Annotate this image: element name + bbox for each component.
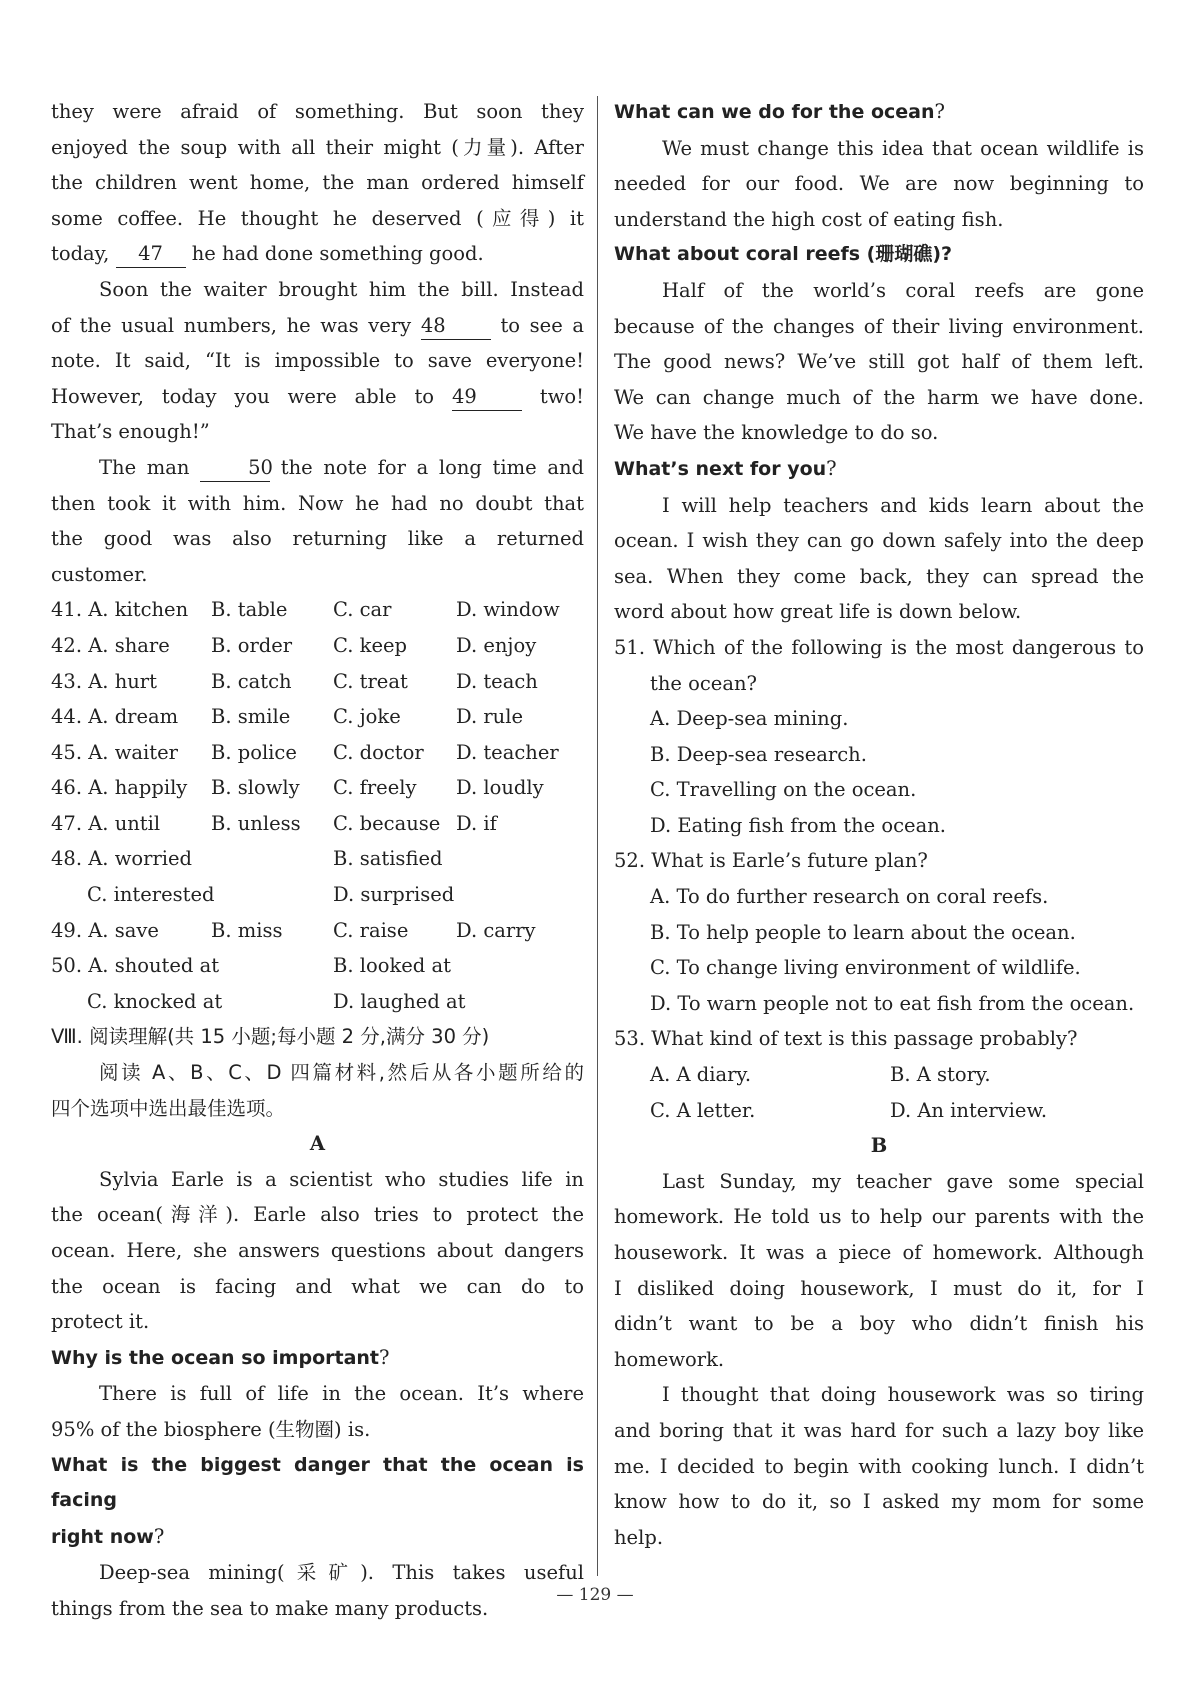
interview-question <box>614 94 1144 131</box>
passage-label-b: B <box>870 1134 888 1158</box>
passage-line: the ocean is facing and what we can do to <box>51 1274 584 1298</box>
column-divider <box>597 96 598 1576</box>
option: D. if <box>456 811 497 835</box>
passage-line: protect it. <box>51 1310 150 1334</box>
passage-line: and boring that it was hard for such a lazy boy like <box>614 1418 1144 1442</box>
option-row-50 <box>51 948 584 984</box>
option-52-b: B. To help people to learn about the ocean. <box>650 920 1076 944</box>
passage-line: needed for our food. We are now beginning to <box>614 172 1144 196</box>
passage-line: ocean. Here, she answers questions about dangers <box>51 1239 584 1262</box>
option-51-b: B. Deep-sea research. <box>650 742 867 766</box>
option: B. satisfied <box>333 847 443 871</box>
blank-48: 48 <box>421 313 491 340</box>
option: 50. A. shouted at <box>51 954 220 978</box>
option-51-a: A. Deep-sea mining. <box>650 707 849 731</box>
option-52-a: A. To do further research on coral reefs. <box>650 885 1049 909</box>
option-row-41 <box>51 592 584 628</box>
passage-line: 95% of the biosphere (生物圈) is. <box>51 1417 371 1441</box>
passage-line: me. I decided to begin with cooking lunch. I didn’t <box>614 1454 1144 1478</box>
option: B. table <box>211 598 288 622</box>
cloze-line: then took it with him. Now he had no doubt that <box>51 491 584 515</box>
passage-line: We can change much of the harm we have done. <box>614 385 1144 409</box>
option: D. carry <box>456 918 536 942</box>
text: However, today you were able to <box>51 384 435 408</box>
passage-line: There is full of life in the ocean. It’s where <box>99 1382 584 1406</box>
option: B. order <box>211 633 293 657</box>
interview-question <box>614 451 1144 488</box>
option: B. unless <box>211 811 301 835</box>
option: D. rule <box>456 705 523 729</box>
option: B. slowly <box>211 776 300 800</box>
passage-line: Last Sunday, my teacher gave some special <box>662 1169 1144 1193</box>
passage-line: We have the knowledge to do so. <box>614 421 939 445</box>
option-row-53 <box>614 1057 1144 1093</box>
heading-text: Why is the ocean so important <box>51 1346 380 1369</box>
cloze-line: customer. <box>51 562 148 586</box>
question-mark: ? <box>379 1345 390 1369</box>
option-row-42 <box>51 628 584 664</box>
option: C. knocked at <box>87 989 223 1013</box>
cloze-line: they were afraid of something. But soon they <box>51 100 584 123</box>
option: C. keep <box>333 633 408 657</box>
option-row-50b <box>51 984 584 1020</box>
interview-question: What about coral reefs (珊瑚礁)? <box>614 243 953 266</box>
interview-question <box>51 1519 584 1556</box>
option-row-43 <box>51 664 584 700</box>
option: 41. A. kitchen <box>51 598 189 622</box>
passage-line: understand the high cost of eating fish. <box>614 207 1004 231</box>
option-52-d: D. To warn people not to eat fish from the ocean. <box>650 991 1135 1015</box>
cloze-line <box>51 450 584 486</box>
passage-line: I thought that doing housework was so tiring <box>662 1383 1144 1407</box>
heading-text: What can we do for the ocean <box>614 101 935 123</box>
option-row-45 <box>51 735 584 771</box>
option: 49. A. save <box>51 918 159 942</box>
interview-question <box>51 1340 584 1377</box>
left-column <box>51 94 584 1627</box>
option-51-d: D. Eating fish from the ocean. <box>650 813 946 837</box>
cloze-line <box>51 308 584 344</box>
option: B. miss <box>211 918 283 942</box>
passage-line: homework. <box>614 1347 725 1371</box>
option: C. doctor <box>333 740 424 764</box>
option-row-47 <box>51 806 584 842</box>
option: D. loudly <box>456 776 544 800</box>
option: 42. A. share <box>51 633 170 657</box>
right-column <box>614 94 1144 1555</box>
cloze-line: note. It said, “It is impossible to save everyone! <box>51 349 584 373</box>
option: D. window <box>456 598 560 622</box>
text: to see a <box>500 313 585 337</box>
blank-49: 49 <box>452 384 522 411</box>
option: D. teacher <box>456 740 559 764</box>
option: B. looked at <box>333 954 451 978</box>
option: C. joke <box>333 705 401 729</box>
passage-line: The good news? We’ve still got half of them left. <box>614 350 1144 374</box>
option: 45. A. waiter <box>51 740 178 764</box>
option-53-c: C. A letter. <box>650 1098 756 1122</box>
passage-line: I will help teachers and kids learn about the <box>662 493 1144 517</box>
question-mark: ? <box>826 456 837 480</box>
option: 44. A. dream <box>51 705 179 729</box>
blank-47: 47 <box>116 241 186 268</box>
passage-line: Sylvia Earle is a scientist who studies life in <box>99 1167 584 1191</box>
passage-line: ocean. I wish they can go down safely into the deep <box>614 529 1144 553</box>
passage-label-a: A <box>309 1132 326 1156</box>
option: C. interested <box>87 883 215 907</box>
text: the note for a long time and <box>280 455 584 479</box>
option-53-b: B. A story. <box>890 1063 991 1087</box>
heading-text: right now <box>51 1525 154 1548</box>
option: C. because <box>333 811 441 835</box>
option-53-a: A. A diary. <box>650 1063 752 1087</box>
option: B. catch <box>211 669 292 693</box>
passage-line: We must change this idea that ocean wildlife is <box>662 136 1144 160</box>
cloze-line: Soon the waiter brought him the bill. Instead <box>99 277 584 301</box>
text: today, <box>51 242 110 266</box>
option-row-48 <box>51 841 584 877</box>
text: he had done something good. <box>191 242 484 266</box>
instructions: 阅读 A、B、C、D 四篇材料,然后从各小题所给的 <box>99 1061 584 1085</box>
passage-line: because of the changes of their living environment. <box>614 314 1144 338</box>
option: C. raise <box>333 918 409 942</box>
option: D. teach <box>456 669 538 693</box>
cloze-options <box>51 592 584 841</box>
passage-line: Half of the world’s coral reefs are gone <box>662 278 1144 302</box>
question-mark: ? <box>153 1524 165 1548</box>
passage-line: Deep-sea mining(采矿). This takes useful <box>99 1561 584 1585</box>
option: D. enjoy <box>456 633 537 657</box>
option: D. laughed at <box>333 989 466 1013</box>
passage-line: help. <box>614 1525 664 1549</box>
heading-text: What’s next for you <box>614 457 827 480</box>
cloze-line <box>51 236 584 272</box>
passage-line: word about how great life is down below. <box>614 600 1022 624</box>
passage-line: homework. He told us to help our parents with the <box>614 1205 1144 1229</box>
option: C. treat <box>333 669 408 693</box>
text: two! <box>539 384 584 408</box>
cloze-line <box>51 379 584 415</box>
option-row-49 <box>51 913 584 949</box>
option-53-d: D. An interview. <box>890 1098 1048 1122</box>
passage-line: the ocean(海洋). Earle also tries to protect the <box>51 1203 584 1227</box>
question-stem-51: the ocean? <box>650 671 757 695</box>
option-52-c: C. To change living environment of wildlife. <box>650 956 1081 980</box>
interview-question: What is the biggest danger that the ocean is facing <box>51 1453 584 1512</box>
option: B. police <box>211 740 297 764</box>
cloze-line: the good was also returning like a returned <box>51 527 584 551</box>
cloze-line: enjoyed the soup with all their might (力量). After <box>51 135 584 159</box>
option: B. smile <box>211 705 291 729</box>
passage-line: sea. When they come back, they can spread the <box>614 564 1144 588</box>
text: The man <box>99 455 190 479</box>
option-row-48b <box>51 877 584 913</box>
passage-line: know how to do it, so I asked my mom for some <box>614 1490 1144 1514</box>
question-stem-51: 51. Which of the following is the most dangerous to <box>614 635 1144 659</box>
option: C. freely <box>333 776 417 800</box>
passage-line: I disliked doing housework, I must do it, for I <box>614 1276 1144 1300</box>
option: 43. A. hurt <box>51 669 157 693</box>
blank-50: 50 <box>200 455 270 482</box>
option: 48. A. worried <box>51 847 193 871</box>
option: 47. A. until <box>51 811 161 835</box>
option-row-46 <box>51 770 584 806</box>
question-mark: ? <box>934 100 945 123</box>
passage-line: didn’t want to be a boy who didn’t finish his <box>614 1312 1144 1336</box>
cloze-line: the children went home, the man ordered himself <box>51 171 584 195</box>
cloze-line: That’s enough!” <box>51 420 210 444</box>
option: D. surprised <box>333 883 455 907</box>
page-number: — 129 — <box>556 1585 634 1605</box>
question-stem-53: 53. What kind of text is this passage probably? <box>614 1027 1078 1051</box>
passage-line: housework. It was a piece of homework. Although <box>614 1241 1144 1264</box>
question-stem-52: 52. What is Earle’s future plan? <box>614 849 928 873</box>
option: 46. A. happily <box>51 776 188 800</box>
option-row-53b <box>614 1093 1144 1129</box>
instructions: 四个选项中选出最佳选项。 <box>51 1096 286 1120</box>
option-row-44 <box>51 699 584 735</box>
passage-line: things from the sea to make many products. <box>51 1596 489 1620</box>
section-heading: Ⅷ. 阅读理解(共 15 小题;每小题 2 分,满分 30 分) <box>51 1025 490 1049</box>
option: C. car <box>333 598 392 622</box>
option-51-c: C. Travelling on the ocean. <box>650 778 917 802</box>
cloze-line: some coffee. He thought he deserved (应得) it <box>51 206 584 230</box>
text: of the usual numbers, he was very <box>51 313 412 337</box>
